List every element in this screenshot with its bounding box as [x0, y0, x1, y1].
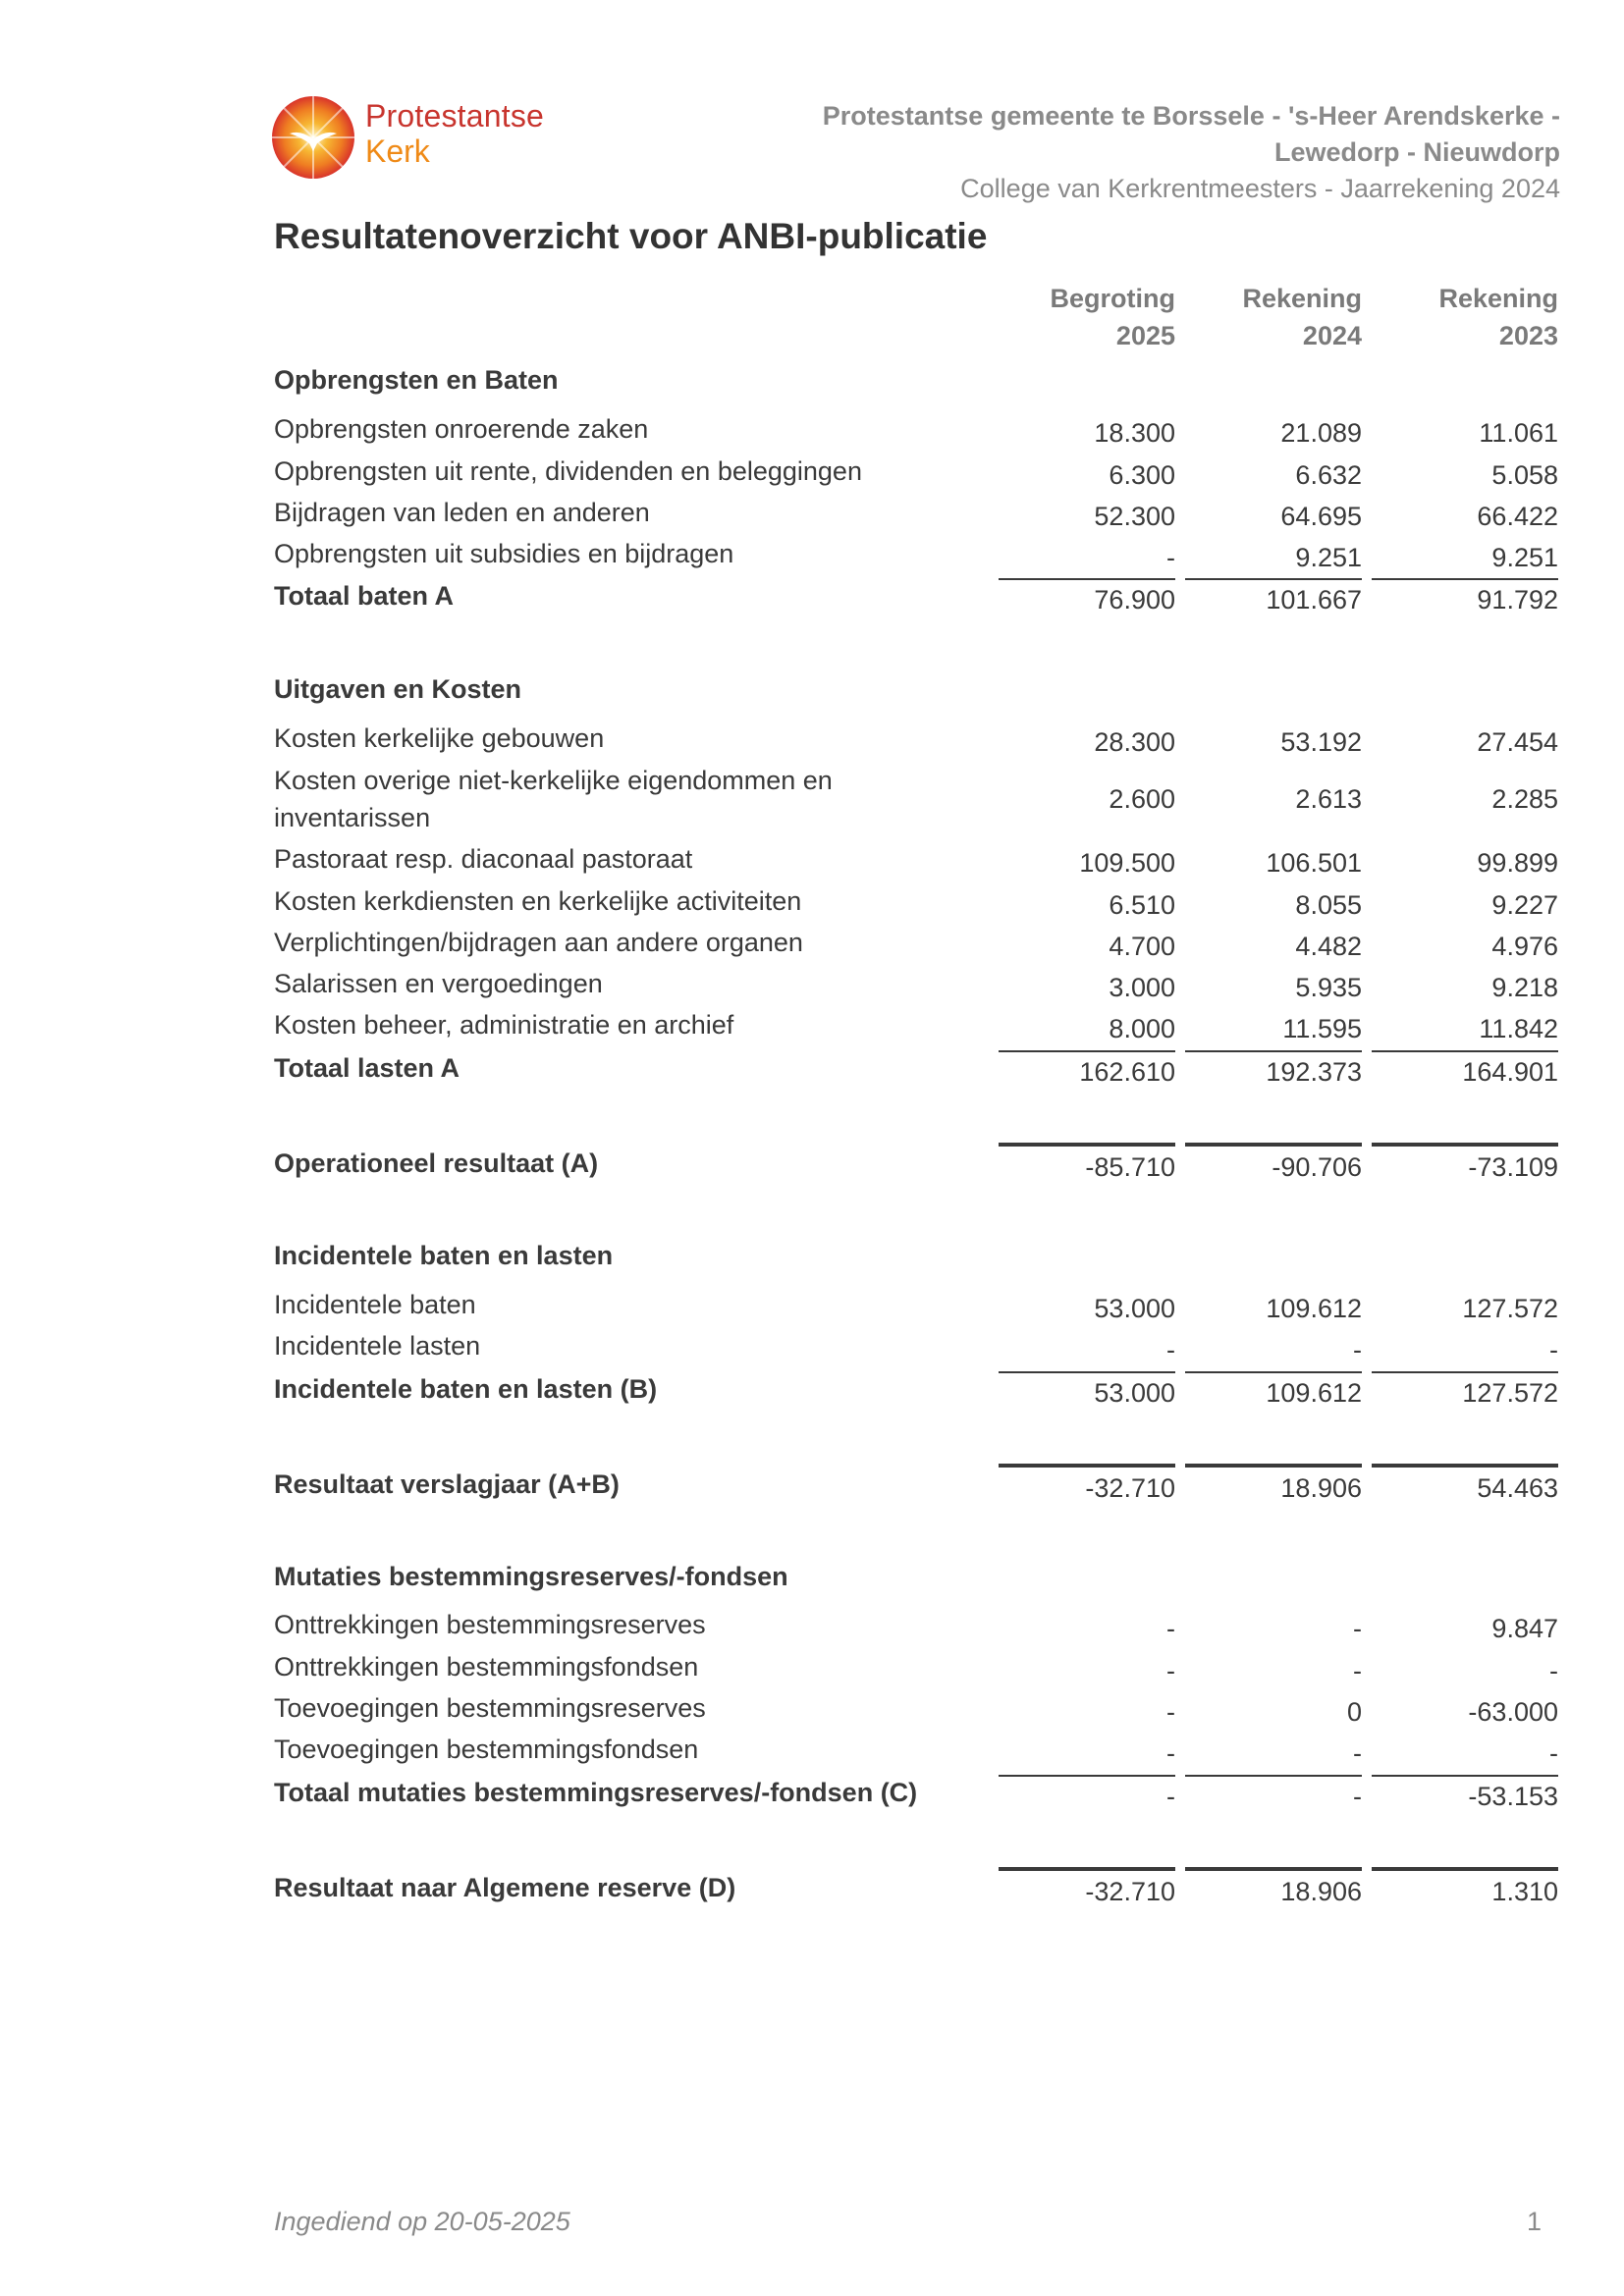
row-label: Opbrengsten uit rente, dividenden en beleggingen: [274, 456, 862, 486]
value-begroting-2025: -85.710: [1085, 1152, 1175, 1182]
result-rule: [1185, 1143, 1362, 1147]
value-begroting-2025: 28.300: [1094, 727, 1175, 757]
organization-header: [823, 98, 1560, 207]
page-number: 1: [1526, 2207, 1542, 2236]
value-rekening-2024: 2.613: [1295, 784, 1362, 814]
value-rekening-2023: 5.058: [1491, 460, 1558, 490]
value-rekening-2023: -63.000: [1468, 1697, 1558, 1727]
value-begroting-2025: -: [1166, 1738, 1175, 1768]
value-rekening-2024: 18.906: [1280, 1473, 1362, 1503]
value-rekening-2023: 2.285: [1491, 784, 1558, 814]
value-begroting-2025: 53.000: [1094, 1294, 1175, 1323]
row-label-line2: inventarissen: [274, 803, 431, 832]
value-rekening-2023: 9.847: [1491, 1614, 1558, 1643]
value-rekening-2024: -: [1353, 1738, 1362, 1768]
row-label: Toevoegingen bestemmingsfondsen: [274, 1735, 699, 1764]
section-heading-label: Opbrengsten en Baten: [274, 365, 559, 395]
column-header-rekening-2024: [1185, 280, 1362, 354]
row-label: Kosten kerkelijke gebouwen: [274, 723, 605, 753]
row-label: Verplichtingen/bijdragen aan andere organen: [274, 928, 803, 957]
value-rekening-2024: -: [1353, 1782, 1362, 1811]
value-rekening-2023: 11.061: [1479, 418, 1558, 448]
value-begroting-2025: -: [1166, 1614, 1175, 1643]
row-label-line1: Kosten overige niet-kerkelijke eigendommen en: [274, 766, 833, 795]
logo: [270, 94, 584, 183]
section-heading-label: Incidentele baten en lasten: [274, 1241, 614, 1270]
submission-date: Ingediend op 20-05-2025: [274, 2207, 570, 2236]
value-begroting-2025: 8.000: [1109, 1014, 1175, 1043]
row-label: Incidentele lasten: [274, 1331, 481, 1361]
value-rekening-2023: -: [1549, 1656, 1558, 1685]
row-label: Resultaat naar Algemene reserve (D): [274, 1873, 736, 1902]
value-rekening-2023: 9.218: [1491, 973, 1558, 1002]
value-rekening-2023: 66.422: [1477, 502, 1558, 531]
row-label: Kosten beheer, administratie en archief: [274, 1010, 734, 1040]
value-begroting-2025: -32.710: [1085, 1877, 1175, 1906]
row-label: Opbrengsten onroerende zaken: [274, 414, 649, 444]
value-rekening-2024: 4.482: [1295, 932, 1362, 961]
subtotal-rule: [999, 1775, 1175, 1777]
value-begroting-2025: -: [1166, 1697, 1175, 1727]
value-begroting-2025: 18.300: [1094, 418, 1175, 448]
row-label: Totaal baten A: [274, 581, 455, 611]
value-begroting-2025: 53.000: [1094, 1378, 1175, 1408]
value-rekening-2023: 91.792: [1477, 585, 1558, 614]
subtotal-rule: [1372, 578, 1558, 580]
value-rekening-2024: 106.501: [1266, 848, 1362, 878]
value-begroting-2025: -: [1166, 1656, 1175, 1685]
value-rekening-2024: 9.251: [1295, 543, 1362, 572]
value-rekening-2024: 109.612: [1266, 1294, 1362, 1323]
subtotal-rule: [1185, 1371, 1362, 1373]
result-rule: [1185, 1867, 1362, 1871]
value-rekening-2023: 9.251: [1491, 543, 1558, 572]
result-rule: [1372, 1143, 1558, 1147]
value-rekening-2024: 21.089: [1280, 418, 1362, 448]
row-label: Resultaat verslagjaar (A+B): [274, 1469, 620, 1499]
value-rekening-2024: -: [1353, 1656, 1362, 1685]
row-label: Kosten kerkdiensten en kerkelijke activiteiten: [274, 886, 802, 916]
value-begroting-2025: 6.510: [1109, 890, 1175, 920]
subtotal-rule: [1185, 1775, 1362, 1777]
value-rekening-2023: 4.976: [1491, 932, 1558, 961]
value-rekening-2023: -: [1549, 1738, 1558, 1768]
value-begroting-2025: -32.710: [1085, 1473, 1175, 1503]
subtotal-rule: [1185, 1050, 1362, 1052]
row-label: Bijdragen van leden en anderen: [274, 498, 650, 527]
value-rekening-2024: 5.935: [1295, 973, 1362, 1002]
row-label: Incidentele baten: [274, 1290, 476, 1319]
value-rekening-2024: 6.632: [1295, 460, 1362, 490]
value-rekening-2023: 127.572: [1462, 1294, 1558, 1323]
value-begroting-2025: 6.300: [1109, 460, 1175, 490]
row-label: Operationeel resultaat (A): [274, 1148, 599, 1178]
row-label: Totaal lasten A: [274, 1053, 460, 1083]
subtotal-rule: [1372, 1775, 1558, 1777]
value-begroting-2025: 4.700: [1109, 932, 1175, 961]
result-rule: [999, 1867, 1175, 1871]
section-heading-label: Uitgaven en Kosten: [274, 674, 522, 704]
row-label: Salarissen en vergoedingen: [274, 969, 603, 998]
value-rekening-2023: -: [1549, 1335, 1558, 1364]
row-label: Opbrengsten uit subsidies en bijdragen: [274, 539, 734, 568]
column-header-line1: Begroting: [1050, 284, 1175, 313]
org-subtitle: College van Kerkrentmeesters - Jaarrekening 2024: [960, 174, 1560, 203]
row-label: Onttrekkingen bestemmingsreserves: [274, 1610, 706, 1639]
value-rekening-2023: 1.310: [1491, 1877, 1558, 1906]
value-rekening-2024: -90.706: [1272, 1152, 1362, 1182]
row-label: Toevoegingen bestemmingsreserves: [274, 1693, 706, 1723]
value-rekening-2024: 18.906: [1280, 1877, 1362, 1906]
value-rekening-2024: 64.695: [1280, 502, 1362, 531]
value-rekening-2024: -: [1353, 1335, 1362, 1364]
value-begroting-2025: -: [1166, 543, 1175, 572]
row-label: Incidentele baten en lasten (B): [274, 1374, 658, 1404]
value-rekening-2024: 11.595: [1282, 1014, 1362, 1043]
value-rekening-2024: 109.612: [1266, 1378, 1362, 1408]
protestantse-kerk-logo-icon: [270, 94, 356, 181]
value-rekening-2023: 99.899: [1477, 848, 1558, 878]
value-rekening-2023: 27.454: [1477, 727, 1558, 757]
value-rekening-2023: 11.842: [1479, 1014, 1558, 1043]
result-rule: [1372, 1867, 1558, 1871]
value-rekening-2023: 9.227: [1491, 890, 1558, 920]
column-header-begroting-2025: [999, 280, 1175, 354]
value-rekening-2023: 164.901: [1462, 1057, 1558, 1087]
value-rekening-2024: 0: [1346, 1697, 1362, 1727]
subtotal-rule: [999, 1371, 1175, 1373]
result-rule: [1372, 1464, 1558, 1468]
row-label: Pastoraat resp. diaconaal pastoraat: [274, 844, 693, 874]
value-begroting-2025: 52.300: [1094, 502, 1175, 531]
value-rekening-2023: -53.153: [1468, 1782, 1558, 1811]
page-title: Resultatenoverzicht voor ANBI-publicatie: [274, 216, 988, 256]
value-rekening-2023: -73.109: [1468, 1152, 1558, 1182]
org-name-line2: Lewedorp - Nieuwdorp: [1273, 137, 1560, 167]
value-begroting-2025: 3.000: [1109, 973, 1175, 1002]
value-begroting-2025: 2.600: [1109, 784, 1175, 814]
column-header-rekening-2023: [1372, 280, 1558, 354]
logo-text-line1: Protestantse: [365, 98, 545, 133]
row-label: [274, 762, 981, 836]
subtotal-rule: [1372, 1371, 1558, 1373]
row-label: Totaal mutaties bestemmingsreserves/-fondsen (C): [274, 1778, 918, 1807]
value-rekening-2024: 192.373: [1266, 1057, 1362, 1087]
column-header-line2: 2025: [1115, 321, 1175, 350]
value-begroting-2025: 109.500: [1079, 848, 1175, 878]
result-rule: [999, 1464, 1175, 1468]
value-rekening-2024: 53.192: [1280, 727, 1362, 757]
subtotal-rule: [1372, 1050, 1558, 1052]
value-rekening-2024: -: [1353, 1614, 1362, 1643]
row-label: Onttrekkingen bestemmingsfondsen: [274, 1652, 699, 1682]
value-rekening-2023: 127.572: [1462, 1378, 1558, 1408]
value-rekening-2024: 101.667: [1266, 585, 1362, 614]
value-rekening-2024: 8.055: [1295, 890, 1362, 920]
section-heading-label: Mutaties bestemmingsreserves/-fondsen: [274, 1562, 788, 1591]
value-begroting-2025: -: [1166, 1782, 1175, 1811]
org-name-line1: Protestantse gemeente te Borssele - 's-Heer Arendskerke -: [822, 101, 1560, 131]
column-header-line2: 2023: [1498, 321, 1558, 350]
value-begroting-2025: -: [1166, 1335, 1175, 1364]
value-begroting-2025: 76.900: [1094, 585, 1175, 614]
logo-text-line2: Kerk: [365, 133, 430, 169]
column-header-line1: Rekening: [1438, 284, 1558, 313]
result-rule: [999, 1143, 1175, 1147]
value-rekening-2023: 54.463: [1477, 1473, 1558, 1503]
result-rule: [1185, 1464, 1362, 1468]
subtotal-rule: [1185, 578, 1362, 580]
value-begroting-2025: 162.610: [1079, 1057, 1175, 1087]
subtotal-rule: [999, 578, 1175, 580]
subtotal-rule: [999, 1050, 1175, 1052]
column-header-line1: Rekening: [1242, 284, 1362, 313]
column-header-line2: 2024: [1302, 321, 1362, 350]
